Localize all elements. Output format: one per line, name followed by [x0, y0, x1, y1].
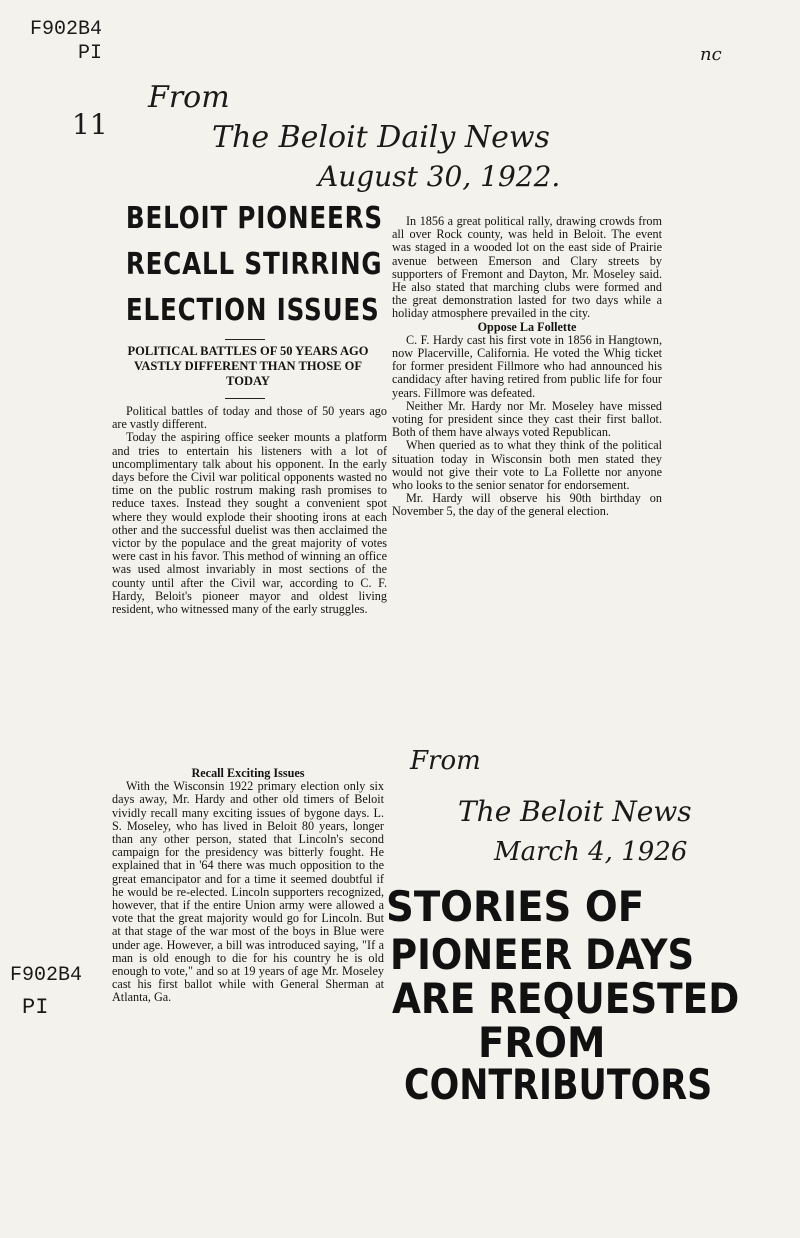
- left-column-top: [112, 405, 387, 616]
- right-column: [392, 215, 662, 519]
- subhead-oppose: Oppose La Follette: [477, 319, 577, 334]
- archive-pi-top: PI: [78, 42, 103, 65]
- corner-mark: nc: [700, 44, 722, 65]
- left-column-bottom: [112, 767, 384, 1005]
- article1-subhead: POLITICAL BATTLES OF 50 YEARS AGO VASTLY DIFFERENT THAN THOSE OF TODAY: [127, 344, 369, 388]
- paragraph: C. F. Hardy cast his first vote in 1856 in Hangtown, now Placerville, California. He voted the Whig ticket for former president Fillmore who had announced his candidacy after having retired from public life for four years. Fillmore was defeated.: [392, 332, 662, 400]
- headline-line-1: BELOIT PIONEERS: [125, 201, 383, 236]
- paragraph: Today the aspiring office seeker mounts a platform and tries to entertain his listeners with a lot of uncomplimentary talk about his opponent. In the early days before the Civil war political opponents wasted no time on the public rostrum making rash promises to reduce taxes. Instead they sought a convenient spot where they would explode their shooting irons at each other and the successful duelist was then acclaimed the victor by the populace and the great majority of votes were cast in his favor. This method of winning an office was used almost invariably in most sections of the county until after the Civil war, according to C. F. Hardy, Beloit's pioneer mayor and oldest living resident, who witnessed many of the early struggles.: [112, 430, 387, 617]
- source1-date: August 30, 1922.: [318, 160, 561, 193]
- paragraph: When queried as to what they think of the political situation today in Wisconsin both men stated they would not give their vote to La Follette nor anyone who looks to the senior senator for endorsement.: [392, 438, 662, 493]
- archive-code-mid: F902B4: [10, 964, 83, 987]
- archive-pi-mid: PI: [22, 995, 49, 1020]
- paragraph: Mr. Hardy will observe his 90th birthday on November 5, the day of the general election.: [392, 491, 662, 519]
- headline-line-2: RECALL STIRRING: [125, 247, 383, 282]
- article2-headline-line-1: STORIES OF: [386, 882, 645, 931]
- paragraph: With the Wisconsin 1922 primary election only six days away, Mr. Hardy and other old timers of Beloit vividly recall many exciting issues of bygone days. L. S. Moseley, who has lived in Beloit 80 years, longer than any other person, stated that Lincoln's second campaign for the presidency was bitterly fought. He explained that in '64 there was much opposition to the great emancipator and for a time it seemed doubtful if he would be re-elected. Lincoln supporters recognized, however, that if the entire Union army were allowed a vote that the great majority would go for Lincoln. But at that stage of the war most of the boys in Blue were under age. However, a bill was introduced saying, "If a man is old enough to die for his country he is old enough to vote," and so at 19 years of age Mr. Moseley cast his first ballot while with General Sherman at Atlanta, Ga.: [112, 779, 384, 1005]
- paragraph: Neither Mr. Hardy nor Mr. Moseley have missed voting for president since they cast their first ballot. Both of them have always voted Republican.: [392, 398, 662, 440]
- archive-code-top: F902B4: [30, 18, 103, 41]
- paragraph: Political battles of today and those of 50 years ago are vastly different.: [112, 404, 387, 432]
- article2-headline-line-3: ARE REQUESTED: [392, 974, 740, 1023]
- article2-headline-line-5: CONTRIBUTORS: [404, 1060, 713, 1109]
- source2-date: March 4, 1926: [494, 837, 688, 867]
- headline-line-3: ELECTION ISSUES: [125, 293, 380, 328]
- article2-headline-line-2: PIONEER DAYS: [390, 930, 695, 979]
- paragraph: In 1856 a great political rally, drawing crowds from all over Rock county, was held in Beloit. The event was staged in a wooded lot on the east side of Prairie avenue between Emerson and Clary streets by supporters of Fremont and Dayton, Mr. Moseley said. He also stated that marching clubs were formed and the great demonstration lasted for two days while a holiday atmosphere prevailed in the city.: [392, 214, 662, 321]
- subhead-recall: Recall Exciting Issues: [191, 766, 305, 780]
- article2-headline-line-4: FROM: [478, 1018, 606, 1067]
- source1-from: From: [148, 80, 230, 115]
- source2-from: From: [410, 746, 481, 776]
- source2-paper: The Beloit News: [458, 795, 692, 828]
- article1-headline: [125, 196, 383, 334]
- headline-divider: [225, 339, 265, 340]
- source1-paper: The Beloit Daily News: [212, 120, 550, 155]
- handwritten-mark: 11: [72, 108, 108, 141]
- subhead-divider: [225, 398, 265, 399]
